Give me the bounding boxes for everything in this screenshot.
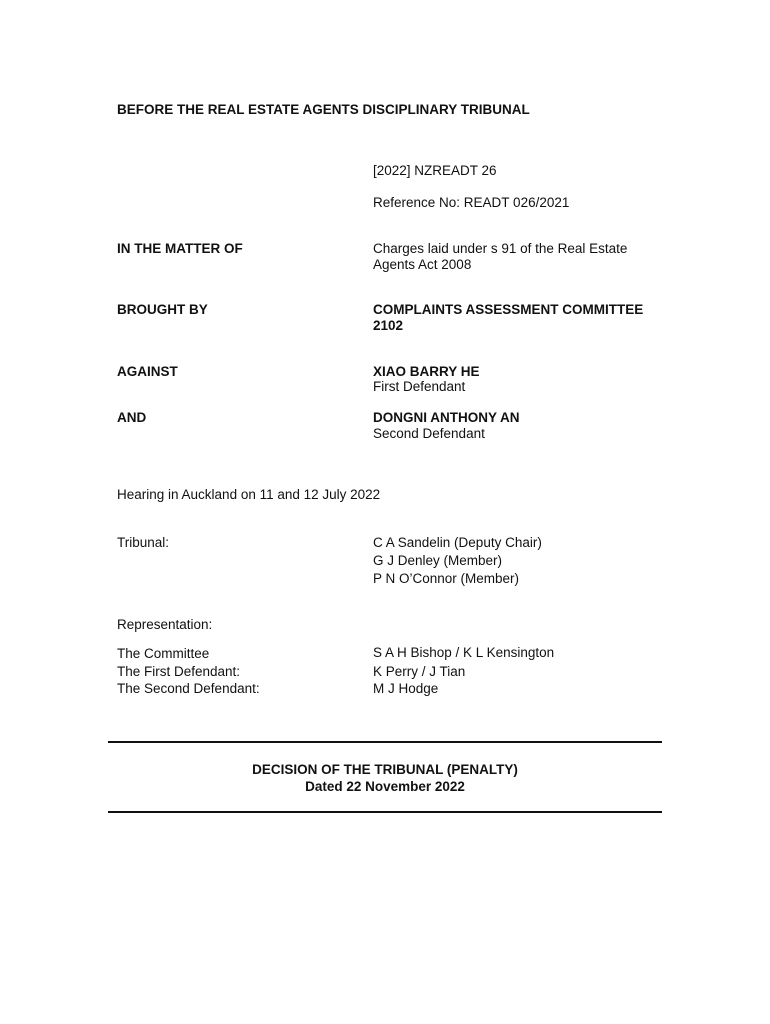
representation-counsel: M J Hodge (373, 681, 439, 696)
representation-party: The Committee (117, 646, 210, 661)
tribunal-member: G J Denley (Member) (373, 553, 503, 568)
brought-by-line-1: COMPLAINTS ASSESSMENT COMMITTEE (373, 302, 644, 317)
representation-counsel: S A H Bishop / K L Kensington (373, 645, 555, 660)
decision-title: DECISION OF THE TRIBUNAL (PENALTY) (252, 762, 518, 777)
tribunal-member: P N O’Connor (Member) (373, 571, 520, 586)
party-label-matter: IN THE MATTER OF (117, 241, 243, 256)
representation-label: Representation: (117, 617, 213, 632)
hearing-details: Hearing in Auckland on 11 and 12 July 2022 (117, 487, 381, 502)
representation-party: The Second Defendant: (117, 681, 260, 696)
party-label-against: AGAINST (117, 364, 178, 379)
brought-by-line-2: 2102 (373, 318, 404, 333)
party-label-brought-by: BROUGHT BY (117, 302, 208, 317)
first-defendant-role: First Defendant (373, 379, 466, 394)
second-defendant-role: Second Defendant (373, 426, 485, 441)
representation-party: The First Defendant: (117, 664, 241, 679)
matter-line-2: Agents Act 2008 (373, 257, 472, 272)
representation-counsel: K Perry / J Tian (373, 664, 466, 679)
tribunal-label: Tribunal: (117, 535, 170, 550)
party-label-and: AND (117, 410, 147, 425)
reference-number: Reference No: READT 026/2021 (373, 195, 570, 210)
matter-line-1: Charges laid under s 91 of the Real Estate (373, 241, 628, 256)
tribunal-member: C A Sandelin (Deputy Chair) (373, 535, 542, 550)
first-defendant-name: XIAO BARRY HE (373, 364, 480, 379)
citation: [2022] NZREADT 26 (373, 163, 497, 178)
top-divider (108, 741, 662, 743)
second-defendant-name: DONGNI ANTHONY AN (373, 410, 520, 425)
document-title: BEFORE THE REAL ESTATE AGENTS DISCIPLINARY TRIBUNAL (117, 102, 530, 117)
decision-date: Dated 22 November 2022 (305, 779, 465, 794)
bottom-divider (108, 811, 662, 813)
